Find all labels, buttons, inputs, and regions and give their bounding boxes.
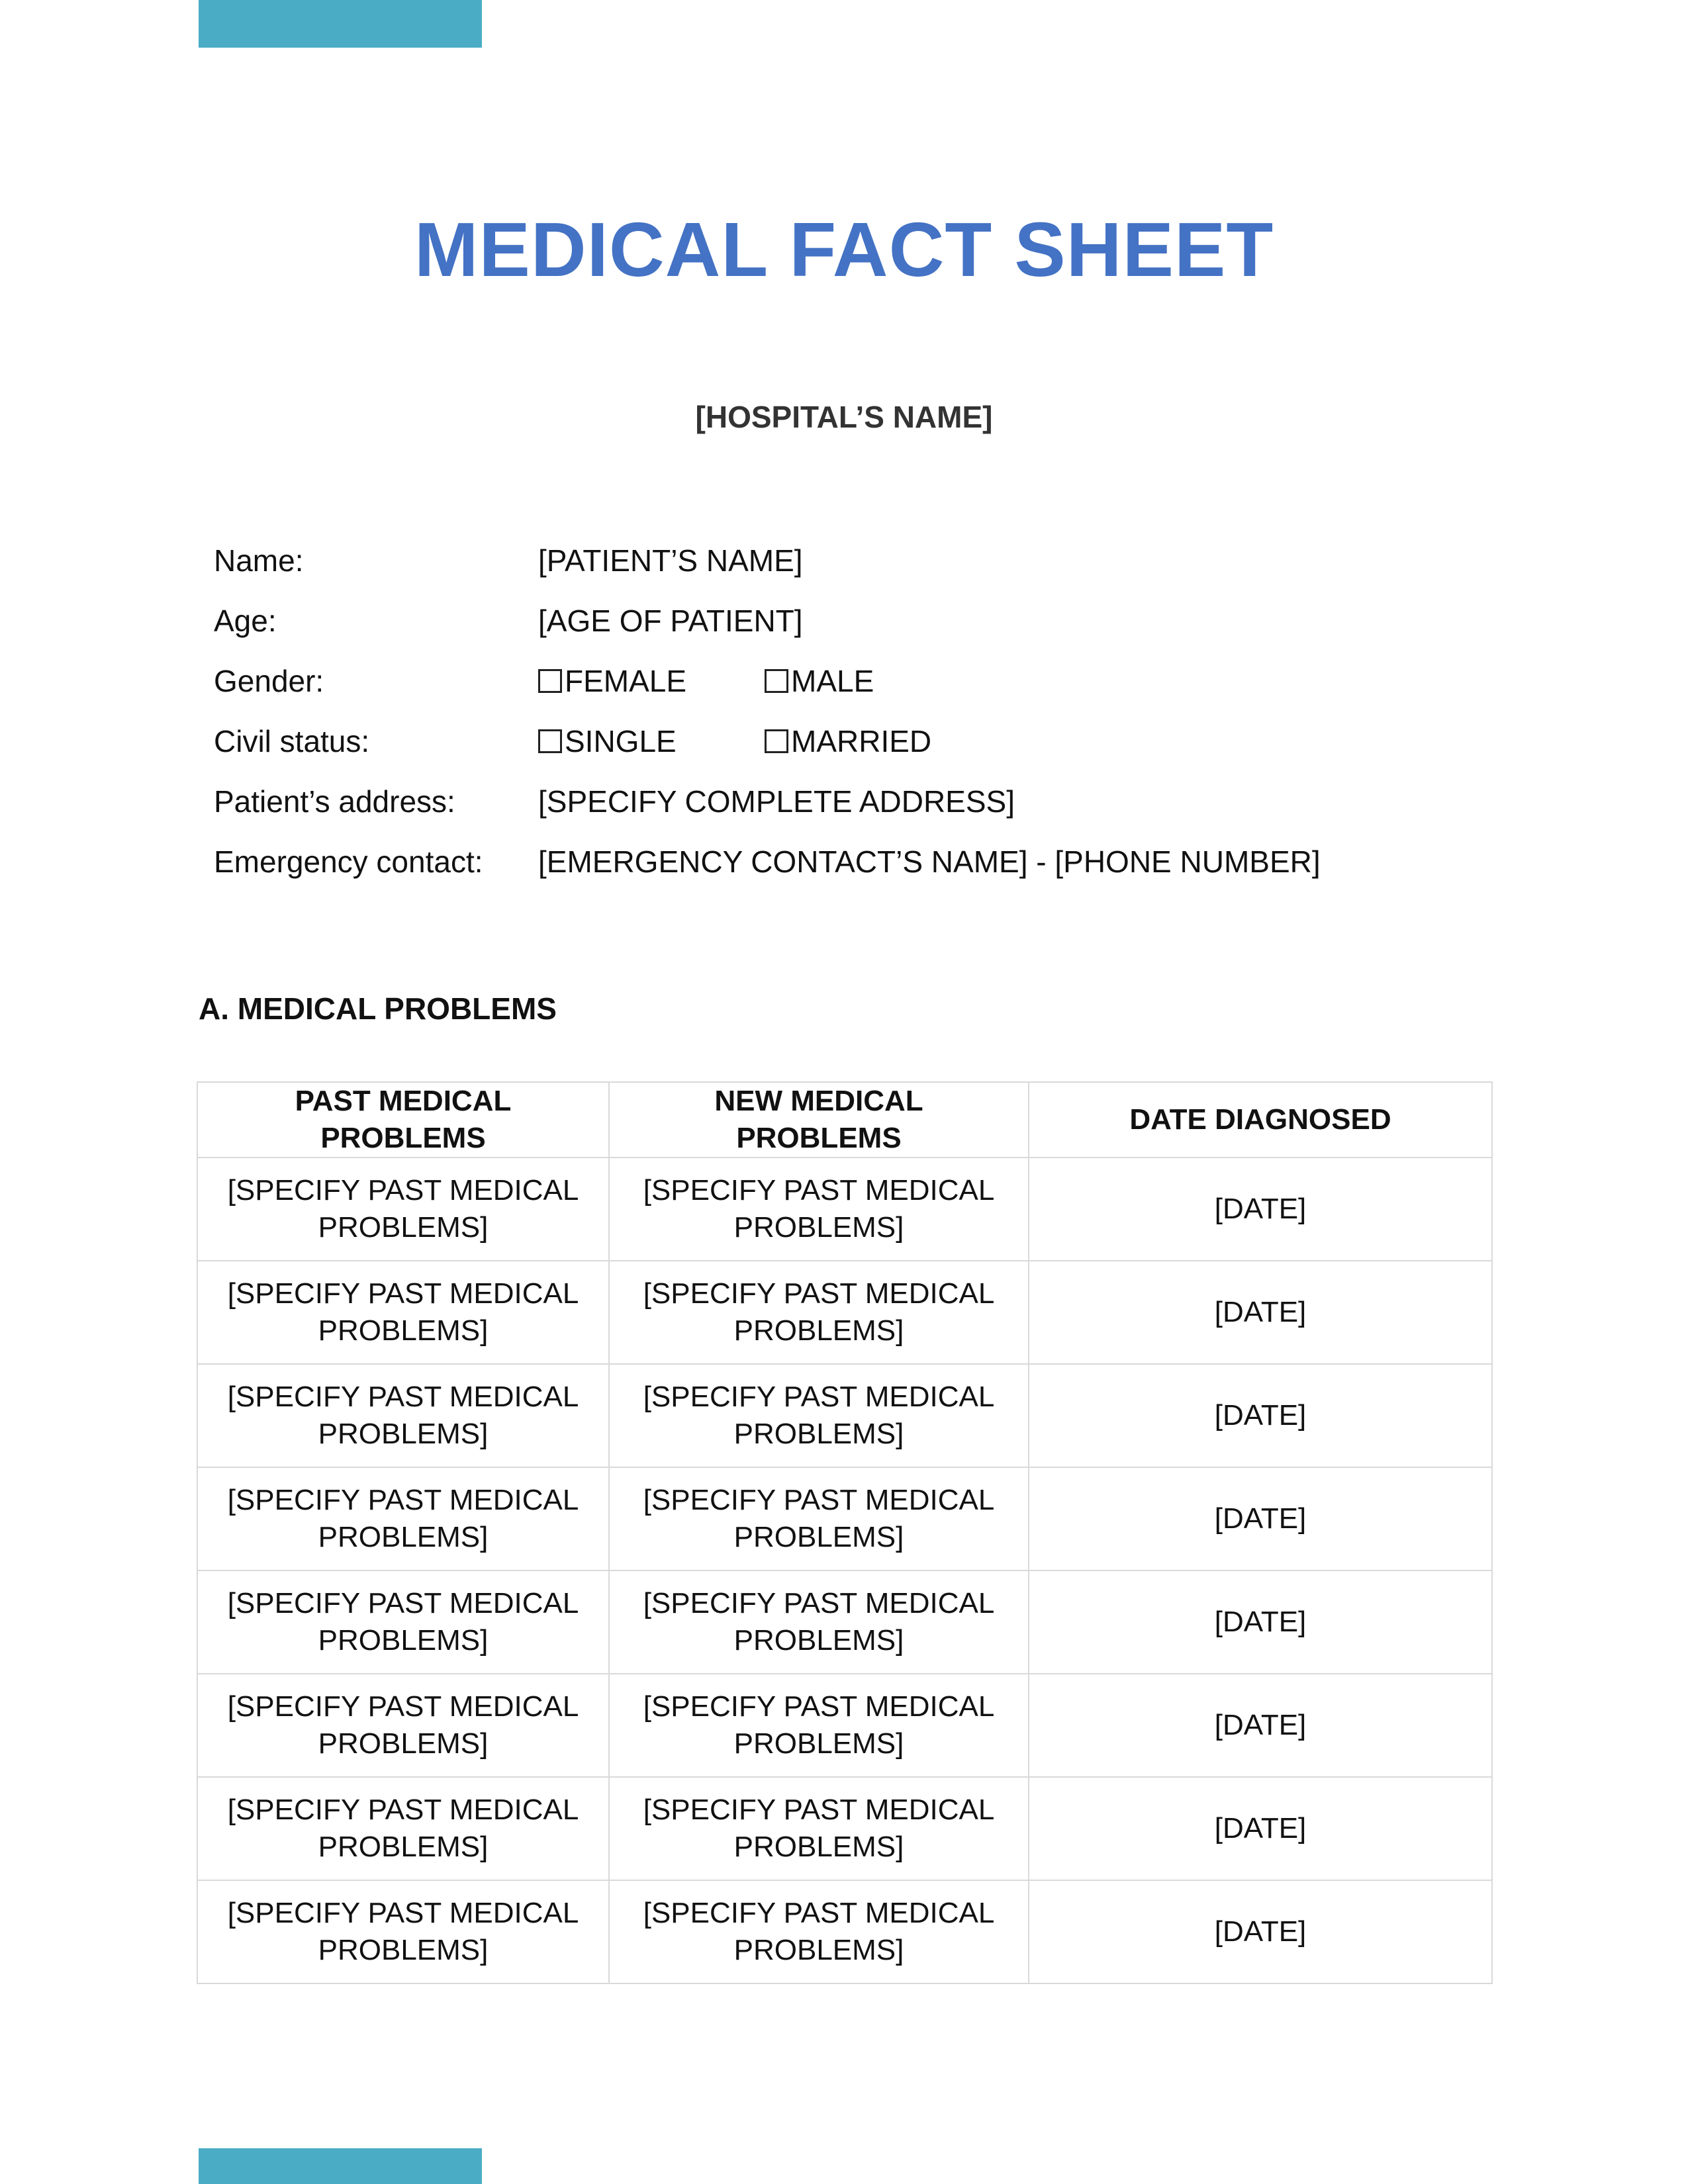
- column-header-new-problems: NEW MEDICAL PROBLEMS: [609, 1082, 1029, 1158]
- date-diagnosed-cell[interactable]: [DATE]: [1029, 1467, 1492, 1570]
- male-label: MALE: [791, 664, 874, 698]
- single-checkbox[interactable]: [538, 729, 562, 753]
- hospital-name: [HOSPITAL’S NAME]: [695, 400, 993, 434]
- name-value[interactable]: [PATIENT’S NAME]: [538, 543, 803, 578]
- new-problem-cell[interactable]: [SPECIFY PAST MEDICAL PROBLEMS]: [609, 1674, 1029, 1777]
- age-value[interactable]: [AGE OF PATIENT]: [538, 604, 803, 638]
- date-diagnosed-cell[interactable]: [DATE]: [1029, 1570, 1492, 1674]
- new-problem-cell[interactable]: [SPECIFY PAST MEDICAL PROBLEMS]: [609, 1467, 1029, 1570]
- date-diagnosed-cell[interactable]: [DATE]: [1029, 1364, 1492, 1467]
- table-row: [197, 1261, 1492, 1364]
- table-row: [197, 1364, 1492, 1467]
- table-row: [197, 1674, 1492, 1777]
- address-value[interactable]: [SPECIFY COMPLETE ADDRESS]: [538, 784, 1015, 819]
- table-header-row: [197, 1082, 1492, 1158]
- new-problem-cell[interactable]: [SPECIFY PAST MEDICAL PROBLEMS]: [609, 1364, 1029, 1467]
- gender-label: Gender:: [214, 664, 324, 698]
- past-problem-cell[interactable]: [SPECIFY PAST MEDICAL PROBLEMS]: [197, 1261, 609, 1364]
- name-label: Name:: [214, 543, 304, 578]
- date-diagnosed-cell[interactable]: [DATE]: [1029, 1777, 1492, 1880]
- civil-status-options: [538, 723, 1472, 759]
- new-problem-cell[interactable]: [SPECIFY PAST MEDICAL PROBLEMS]: [609, 1570, 1029, 1674]
- address-row: [214, 784, 1472, 844]
- table-body: [197, 1158, 1492, 1983]
- past-problem-cell[interactable]: [SPECIFY PAST MEDICAL PROBLEMS]: [197, 1364, 609, 1467]
- past-problem-cell[interactable]: [SPECIFY PAST MEDICAL PROBLEMS]: [197, 1880, 609, 1983]
- name-row: [214, 543, 1472, 603]
- female-checkbox[interactable]: [538, 669, 562, 693]
- age-row: [214, 603, 1472, 663]
- civil-status-option-married[interactable]: [765, 723, 991, 759]
- patient-info-section: [214, 543, 1472, 904]
- new-problem-cell[interactable]: [SPECIFY PAST MEDICAL PROBLEMS]: [609, 1261, 1029, 1364]
- table-row: [197, 1467, 1492, 1570]
- medical-problems-heading: A. MEDICAL PROBLEMS: [199, 991, 557, 1026]
- emergency-contact-row: [214, 844, 1472, 904]
- top-accent-bar: [199, 0, 482, 48]
- document-title: MEDICAL FACT SHEET: [414, 206, 1274, 293]
- age-label: Age:: [214, 604, 277, 638]
- past-problem-cell[interactable]: [SPECIFY PAST MEDICAL PROBLEMS]: [197, 1674, 609, 1777]
- table-row: [197, 1158, 1492, 1261]
- civil-status-option-single[interactable]: [538, 723, 765, 759]
- bottom-accent-bar: [199, 2148, 482, 2184]
- gender-row: [214, 663, 1472, 723]
- civil-status-label: Civil status:: [214, 724, 370, 758]
- address-label: Patient’s address:: [214, 784, 455, 819]
- gender-option-female[interactable]: [538, 663, 765, 699]
- column-header-past-problems: PAST MEDICAL PROBLEMS: [197, 1082, 609, 1158]
- married-checkbox[interactable]: [765, 729, 788, 753]
- civil-status-row: [214, 723, 1472, 784]
- male-checkbox[interactable]: [765, 669, 788, 693]
- date-diagnosed-cell[interactable]: [DATE]: [1029, 1674, 1492, 1777]
- single-label: SINGLE: [565, 724, 677, 758]
- past-problem-cell[interactable]: [SPECIFY PAST MEDICAL PROBLEMS]: [197, 1570, 609, 1674]
- table-row: [197, 1570, 1492, 1674]
- table-row: [197, 1777, 1492, 1880]
- past-problem-cell[interactable]: [SPECIFY PAST MEDICAL PROBLEMS]: [197, 1467, 609, 1570]
- medical-problems-table: [197, 1081, 1493, 1984]
- past-problem-cell[interactable]: [SPECIFY PAST MEDICAL PROBLEMS]: [197, 1777, 609, 1880]
- married-label: MARRIED: [791, 724, 932, 758]
- date-diagnosed-cell[interactable]: [DATE]: [1029, 1158, 1492, 1261]
- past-problem-cell[interactable]: [SPECIFY PAST MEDICAL PROBLEMS]: [197, 1158, 609, 1261]
- table-row: [197, 1880, 1492, 1983]
- emergency-contact-value[interactable]: [EMERGENCY CONTACT’S NAME] - [PHONE NUMBER]: [538, 844, 1321, 879]
- column-header-date-diagnosed: DATE DIAGNOSED: [1029, 1082, 1492, 1158]
- new-problem-cell[interactable]: [SPECIFY PAST MEDICAL PROBLEMS]: [609, 1777, 1029, 1880]
- new-problem-cell[interactable]: [SPECIFY PAST MEDICAL PROBLEMS]: [609, 1880, 1029, 1983]
- female-label: FEMALE: [565, 664, 687, 698]
- gender-options: [538, 663, 1472, 699]
- date-diagnosed-cell[interactable]: [DATE]: [1029, 1880, 1492, 1983]
- date-diagnosed-cell[interactable]: [DATE]: [1029, 1261, 1492, 1364]
- new-problem-cell[interactable]: [SPECIFY PAST MEDICAL PROBLEMS]: [609, 1158, 1029, 1261]
- gender-option-male[interactable]: [765, 663, 991, 699]
- emergency-contact-label: Emergency contact:: [214, 844, 483, 879]
